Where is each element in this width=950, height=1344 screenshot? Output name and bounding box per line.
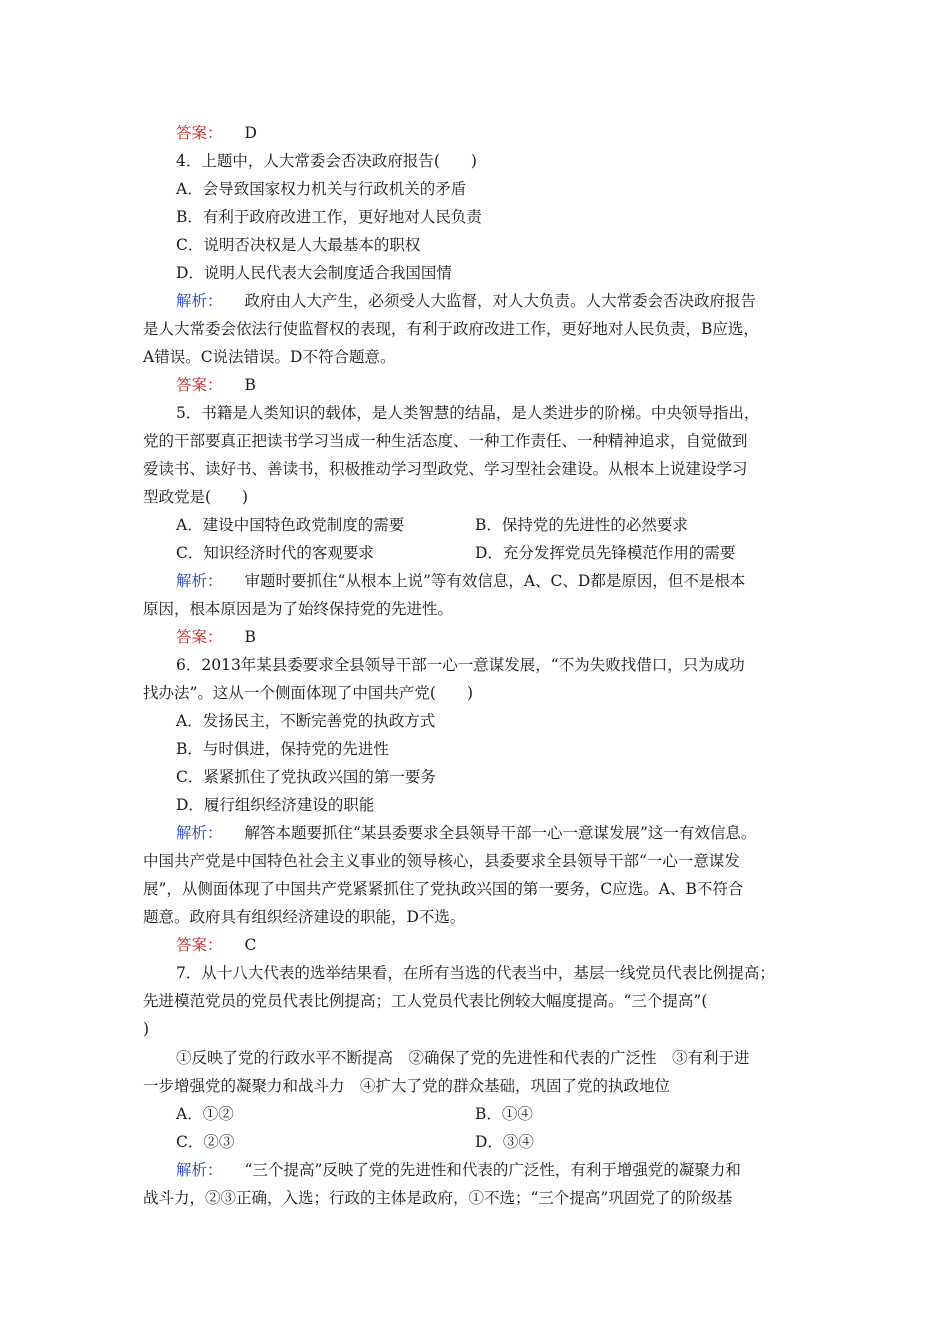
q6-analysis-text-1: 解答本题要抓住“某县委要求全县领导干部一心一意谋发展”这一有效信息。 — [244, 824, 757, 842]
q4-option-c: C．说明否决权是人大最基本的职权 — [176, 236, 421, 254]
q7-analysis-line-1 — [176, 1160, 741, 1180]
q6-analysis-line-1 — [176, 823, 756, 843]
answer-label: 答案： — [176, 376, 223, 394]
q5-analysis-line-2: 原因，根本原因是为了始终保持党的先进性。 — [143, 600, 454, 618]
q7-stem-line-2: 先进模范党员的党员代表比例提高；工人党员代表比例较大幅度提高。“三个提高”( — [143, 992, 708, 1010]
q5-stem-line-3: 爱读书、读好书、善读书，积极推动学习型政党、学习型社会建设。从根本上说建设学习 — [143, 460, 748, 478]
q5-stem-line-2: 党的干部要真正把读书学习当成一种生活态度、一种工作责任、一种精神追求，自觉做到 — [143, 432, 748, 450]
q6-option-d: D．履行组织经济建设的职能 — [176, 796, 375, 814]
q4-option-b: B．有利于政府改进工作，更好地对人民负责 — [176, 208, 482, 226]
q6-analysis-line-3: 展”，从侧面体现了中国共产党紧紧抓住了党执政兴国的第一要务，C应选。A、B不符合 — [143, 880, 744, 898]
q7-items-line-1: ①反映了党的行政水平不断提高 ②确保了党的先进性和代表的广泛性 ③有利于进 — [176, 1049, 750, 1067]
q4-stem: 4．上题中，人大常委会否决政府报告( ) — [176, 152, 477, 170]
q7-analysis-line-2: 战斗力，②③正确，入选；行政的主体是政府，①不选；“三个提高”巩固党了的阶级基 — [143, 1189, 733, 1207]
q6-answer-line — [176, 935, 256, 955]
q6-stem-line-1: 6．2013年某县委要求全县领导干部一心一意谋发展，“不为失败找借口，只为成功 — [176, 656, 745, 674]
q6-option-c: C．紧紧抓住了党执政兴国的第一要务 — [176, 768, 436, 786]
answer-label: 答案： — [176, 124, 223, 142]
q5-stem-line-1: 5．书籍是人类知识的载体，是人类智慧的结晶，是人类进步的阶梯。中央领导指出， — [176, 404, 760, 422]
q7-stem-line-1: 7．从十八大代表的选举结果看，在所有当选的代表当中，基层一线党员代表比例提高； — [176, 964, 775, 982]
q6-analysis-line-4: 题意。政府具有组织经济建设的职能，D不选。 — [143, 908, 466, 926]
q4-option-d: D．说明人民代表大会制度适合我国国情 — [176, 264, 452, 282]
q6-option-b: B．与时俱进，保持党的先进性 — [176, 740, 389, 758]
q4-analysis-line-1 — [176, 291, 756, 311]
q6-stem-line-2: 找办法”。这从一个侧面体现了中国共产党( ) — [143, 684, 474, 702]
q3-answer-line — [176, 123, 257, 143]
q7-analysis-text-1: “三个提高”反映了党的先进性和代表的广泛性，有利于增强党的凝聚力和 — [244, 1161, 741, 1179]
q7-option-a: A．①② — [176, 1105, 234, 1123]
analysis-label: 解析： — [176, 292, 223, 310]
q6-analysis-line-2: 中国共产党是中国特色社会主义事业的领导核心，县委要求全县领导干部“一心一意谋发 — [143, 852, 740, 870]
analysis-label: 解析： — [176, 1161, 223, 1179]
q4-answer-line — [176, 375, 256, 395]
q5-stem-line-4: 型政党是( ) — [143, 488, 249, 506]
q7-option-b: B．①④ — [475, 1105, 533, 1123]
q7-items-line-2: 一步增强党的凝聚力和战斗力 ④扩大了党的群众基础，巩固了党的执政地位 — [143, 1077, 671, 1095]
q5-option-c: C．知识经济时代的客观要求 — [176, 544, 374, 562]
q6-answer-value: C — [244, 936, 257, 954]
q7-stem-line-3: ) — [143, 1020, 150, 1038]
q5-answer-value: B — [244, 628, 256, 646]
q4-option-a: A．会导致国家权力机关与行政机关的矛盾 — [176, 180, 467, 198]
q5-analysis-text-1: 审题时要抓住“从根本上说”等有效信息，A、C、D都是原因，但不是根本 — [244, 572, 746, 590]
q6-option-a: A．发扬民主，不断完善党的执政方式 — [176, 712, 436, 730]
analysis-label: 解析： — [176, 824, 223, 842]
q5-answer-line — [176, 627, 256, 647]
q5-option-a: A．建设中国特色政党制度的需要 — [176, 516, 405, 534]
q4-analysis-line-3: A错误。C说法错误。D不符合题意。 — [143, 348, 396, 366]
analysis-label: 解析： — [176, 572, 223, 590]
q7-option-c: C．②③ — [176, 1133, 235, 1151]
q4-analysis-line-2: 是人大常委会依法行使监督权的表现，有利于政府改进工作，更好地对人民负责，B应选， — [143, 320, 759, 338]
q4-analysis-text-1: 政府由人大产生，必须受人大监督，对人大负责。人大常委会否决政府报告 — [244, 292, 757, 310]
q5-analysis-line-1 — [176, 571, 745, 591]
answer-label: 答案： — [176, 936, 223, 954]
answer-label: 答案： — [176, 628, 223, 646]
q4-answer-value: B — [244, 376, 256, 394]
q7-option-d: D．③④ — [475, 1133, 534, 1151]
q3-answer-value: D — [244, 124, 257, 142]
q5-option-d: D．充分发挥党员先锋模范作用的需要 — [475, 544, 736, 562]
q5-option-b: B．保持党的先进性的必然要求 — [475, 516, 688, 534]
